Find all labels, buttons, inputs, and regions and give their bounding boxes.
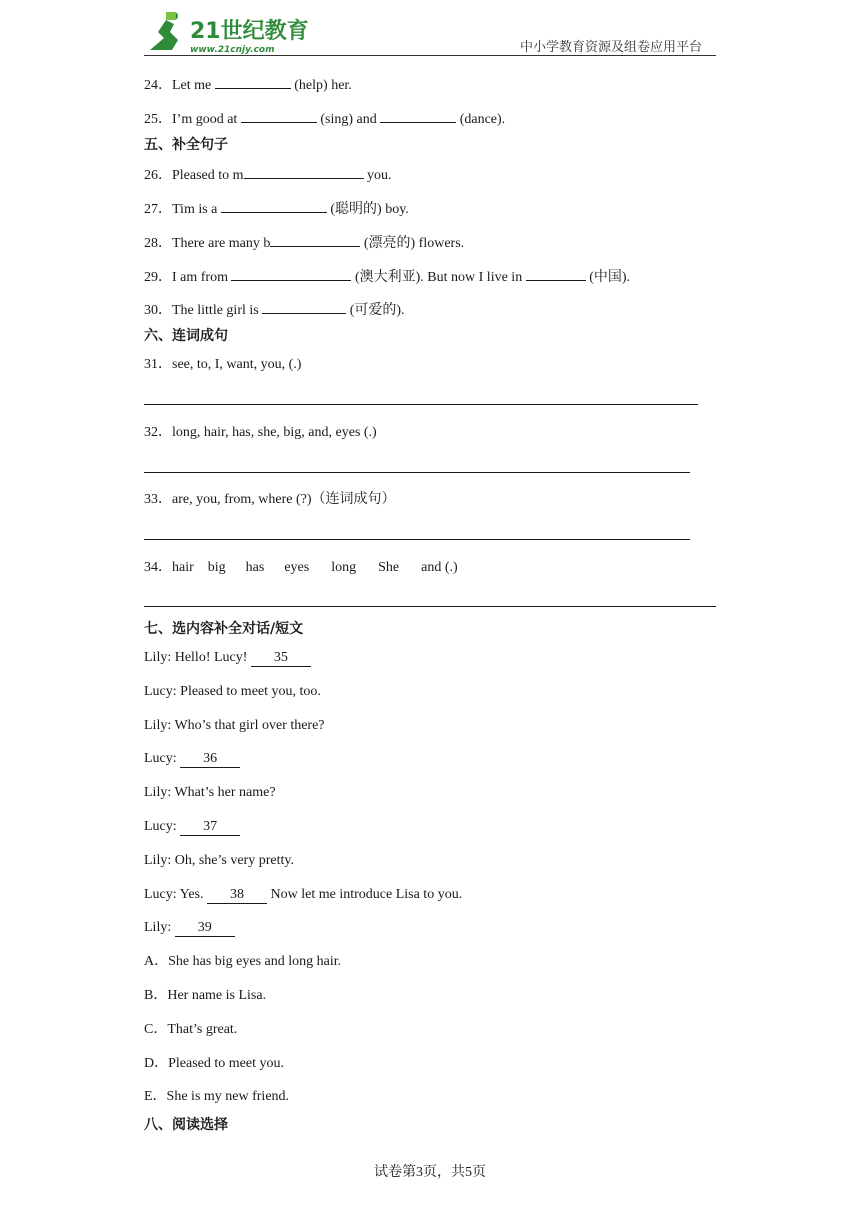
answer-blank[interactable]: 37 <box>180 819 240 836</box>
dialog-line: Lily: What’s her name? <box>144 785 276 800</box>
answer-blank[interactable] <box>241 108 317 123</box>
answer-blank[interactable] <box>221 198 327 213</box>
question-text: long, hair, has, she, big, and, eyes (.) <box>172 425 377 440</box>
answer-blank[interactable]: 35 <box>251 650 311 667</box>
answer-blank[interactable] <box>215 74 291 89</box>
question-text: Pleased to m <box>172 168 244 183</box>
dialog-line: Lily: Hello! Lucy! 35 <box>144 649 311 667</box>
question-number: 30． <box>144 303 172 318</box>
question-text: There are many b <box>172 236 271 251</box>
page-header <box>144 8 716 56</box>
answer-blank[interactable] <box>270 232 360 247</box>
option-a: A．She has big eyes and long hair. <box>144 954 342 969</box>
question-number: 28． <box>144 236 172 251</box>
question-number: 33． <box>144 492 172 507</box>
question-number: 25． <box>144 112 172 127</box>
header-divider <box>144 55 716 56</box>
platform-name: 中小学教育资源及组卷应用平台 <box>519 39 702 54</box>
question-text: I am from <box>172 270 232 285</box>
question-text: (聪明的) boy. <box>330 202 409 217</box>
dialog-line: Lily: Oh, she’s very pretty. <box>144 853 294 868</box>
question-27 <box>144 198 409 219</box>
logo-text: 21世纪教育 <box>190 19 309 44</box>
dialog-line: Lucy: 37 <box>144 818 240 836</box>
question-number: 29． <box>144 270 172 285</box>
question-number: 31． <box>144 357 172 372</box>
answer-line[interactable] <box>144 404 698 405</box>
answer-blank[interactable] <box>262 299 346 314</box>
page-footer: 试卷第3页，共5页 <box>374 1165 486 1180</box>
answer-blank[interactable] <box>231 266 351 281</box>
word: has <box>245 560 265 575</box>
question-text: (dance). <box>459 112 506 127</box>
section-heading: 五、补全句子 <box>144 137 228 153</box>
section-heading: 七、选内容补全对话/短文 <box>144 621 304 637</box>
answer-blank[interactable]: 38 <box>207 887 267 904</box>
option-e: E．She is my new friend. <box>144 1089 290 1104</box>
question-34 <box>144 559 458 577</box>
question-text: Tim is a <box>172 202 221 217</box>
question-number: 24． <box>144 78 172 93</box>
question-31 <box>144 356 301 374</box>
question-text: (help) her. <box>294 78 352 93</box>
logo-url: www.21cnjy.com <box>190 45 275 54</box>
word: She <box>378 560 400 575</box>
question-text: Let me <box>172 78 215 93</box>
question-text: (sing) and <box>320 112 381 127</box>
question-30 <box>144 299 405 320</box>
question-33 <box>144 491 396 509</box>
section-heading: 六、连词成句 <box>144 328 228 344</box>
question-24 <box>144 74 352 95</box>
word: hair <box>172 560 194 575</box>
question-25 <box>144 108 505 129</box>
answer-blank[interactable] <box>244 164 364 179</box>
dialog-line: Lucy: 36 <box>144 750 240 768</box>
answer-blank[interactable]: 39 <box>175 920 235 937</box>
runner-icon <box>150 20 178 50</box>
question-text: (漂亮的) flowers. <box>363 236 465 251</box>
question-28 <box>144 232 464 253</box>
question-number: 27． <box>144 202 172 217</box>
answer-blank[interactable] <box>526 266 586 281</box>
question-number: 26． <box>144 168 172 183</box>
option-c: C．That’s great. <box>144 1022 238 1037</box>
option-d: D．Pleased to meet you. <box>144 1056 284 1071</box>
answer-blank[interactable] <box>380 108 456 123</box>
question-text: are, you, from, where (?)（连词成句） <box>172 492 396 507</box>
question-number: 34． <box>144 560 172 575</box>
question-32 <box>144 424 377 442</box>
question-26 <box>144 164 392 185</box>
question-text: (可爱的). <box>349 303 405 318</box>
question-text: (澳大利亚). But now I live in <box>354 270 526 285</box>
answer-line[interactable] <box>144 606 716 607</box>
word: and (.) <box>421 560 458 575</box>
dialog-line: Lucy: Yes. 38 Now let me introduce Lisa to you. <box>144 887 463 902</box>
word: big <box>207 560 226 575</box>
question-text: I’m good at <box>172 112 241 127</box>
dialog-line: Lucy: Pleased to meet you, too. <box>144 684 321 699</box>
question-text: (中国). <box>589 270 631 285</box>
answer-line[interactable] <box>144 539 690 540</box>
answer-line[interactable] <box>144 472 690 473</box>
question-text: The little girl is <box>172 303 263 318</box>
logo <box>144 10 314 54</box>
word: eyes <box>284 560 310 575</box>
question-text: see, to, I, want, you, (.) <box>172 357 302 372</box>
option-b: B．Her name is Lisa. <box>144 988 267 1003</box>
question-text: you. <box>367 168 392 183</box>
dialog-line: Lily: Who’s that girl over there? <box>144 718 325 733</box>
section-heading: 八、阅读选择 <box>144 1117 228 1133</box>
answer-blank[interactable]: 36 <box>180 751 240 768</box>
question-number: 32． <box>144 425 172 440</box>
question-29 <box>144 266 630 287</box>
word: long <box>331 560 357 575</box>
dialog-line: Lily: 39 <box>144 919 235 937</box>
